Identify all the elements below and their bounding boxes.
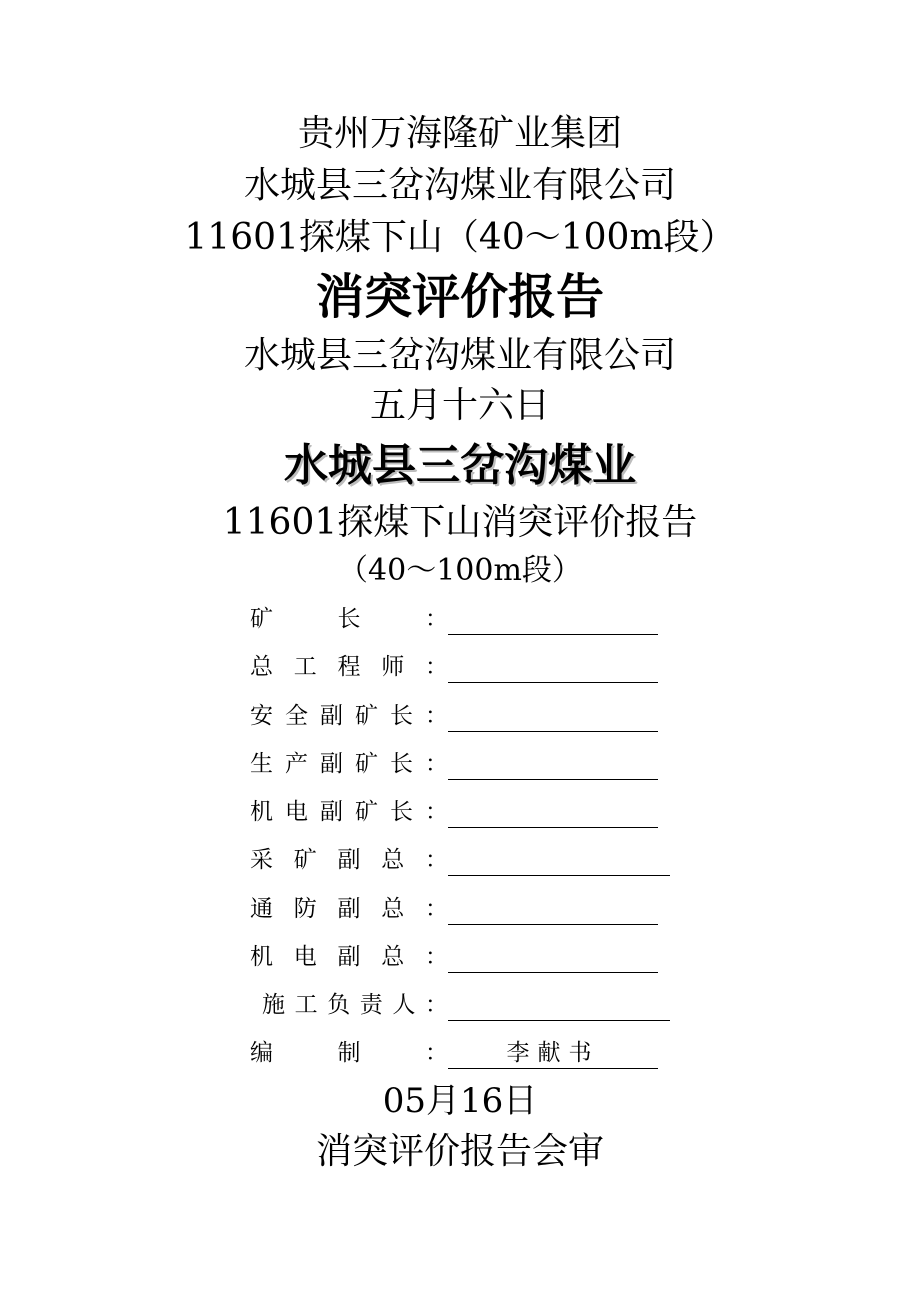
signature-field[interactable] — [448, 652, 658, 683]
signature-date: 05月16日 — [382, 1081, 538, 1121]
report-title: 消突评价报告 — [315, 269, 604, 325]
signature-label: 矿长： — [250, 606, 448, 632]
project-name: 11601探煤下山（40～100m段） — [184, 217, 736, 258]
review-title: 消突评价报告会审 — [315, 1131, 604, 1172]
signature-label: 编制： — [250, 1040, 448, 1066]
organization-name: 贵州万海隆矿业集团 — [297, 113, 622, 154]
signature-field[interactable] — [448, 894, 658, 925]
signature-label: 总工程师： — [250, 654, 448, 680]
signature-label: 机电副总： — [250, 944, 448, 970]
signature-field[interactable] — [448, 845, 670, 876]
signature-field[interactable]: 李献书 — [448, 1038, 658, 1069]
section-subtitle: 11601探煤下山消突评价报告 — [222, 502, 698, 543]
section-range: （40～100m段） — [338, 553, 582, 588]
signature-field[interactable] — [448, 749, 658, 780]
signature-label: 施工负责人： — [262, 992, 448, 1018]
signature-label: 采矿副总： — [250, 847, 448, 873]
signature-field[interactable] — [448, 604, 658, 635]
company-name: 水城县三岔沟煤业有限公司 — [243, 165, 676, 206]
signature-field[interactable] — [448, 797, 658, 828]
signature-label: 安全副矿长： — [250, 703, 448, 729]
signature-field[interactable] — [448, 990, 670, 1021]
signature-field[interactable] — [448, 942, 658, 973]
company-name-repeat: 水城县三岔沟煤业有限公司 — [243, 335, 676, 376]
signature-field[interactable] — [448, 701, 658, 732]
report-date: 五月十六日 — [369, 385, 550, 426]
section-heading: 水城县三岔沟煤业 — [284, 440, 636, 491]
signature-label: 生产副矿长： — [250, 751, 448, 777]
signature-label: 机电副矿长： — [250, 799, 448, 825]
signature-label: 通防副总： — [250, 896, 448, 922]
